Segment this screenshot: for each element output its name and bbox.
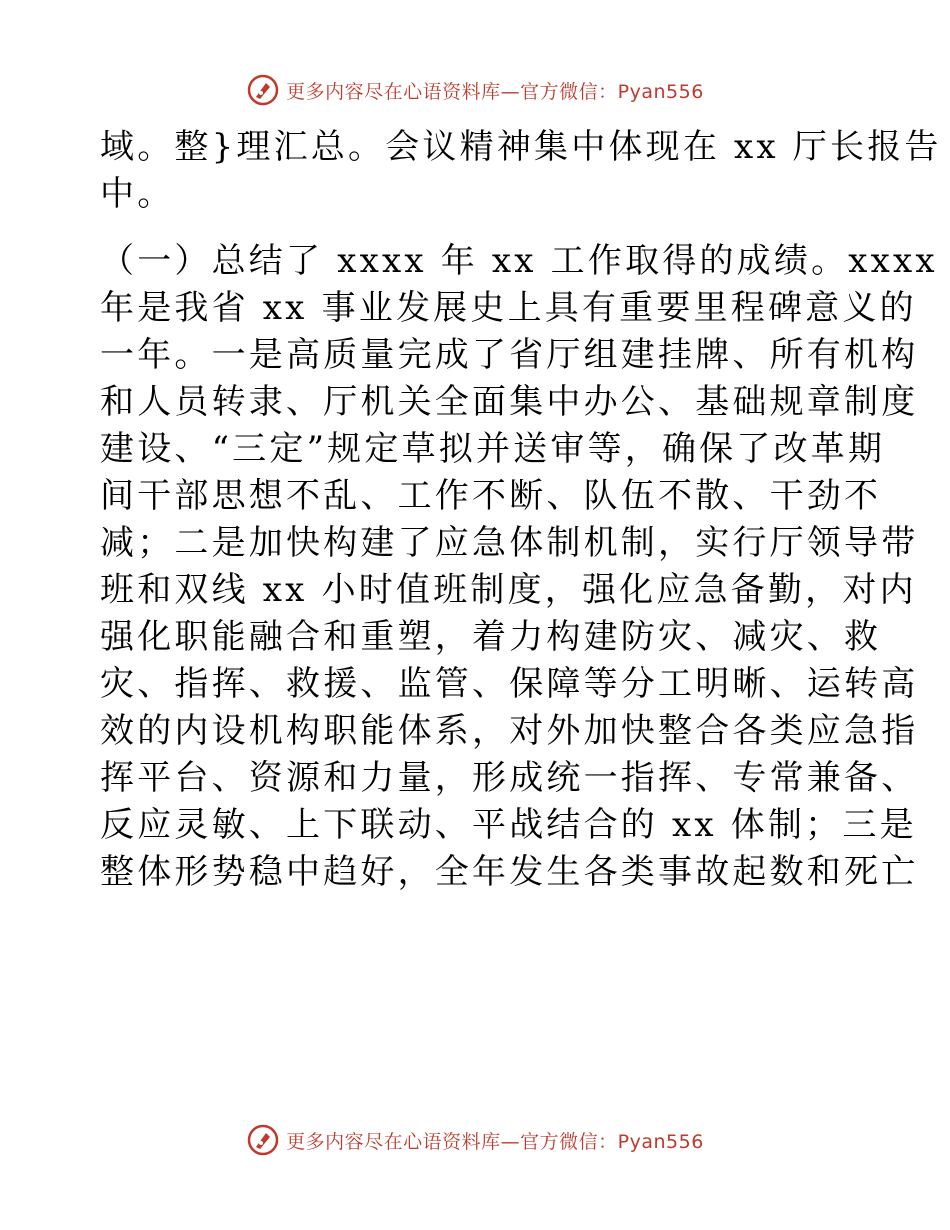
text-line: 间干部思想不乱、工作不断、队伍不散、干劲不 <box>100 476 882 516</box>
watermark-text: 更多内容尽在心语资料库—官方微信：Pyan556 <box>286 1130 704 1153</box>
text-line: 和人员转隶、厅机关全面集中办公、基础规章制度 <box>100 382 919 422</box>
text-line: 建设、“三定”规定草拟并送审等，确保了改革期 <box>100 429 886 469</box>
footer-watermark <box>0 1120 950 1160</box>
text-line: 强化职能融合和重塑，着力构建防灾、减灾、救 <box>100 617 882 657</box>
text-line: 域。整}理汇总。会议精神集中体现在 xx 厅长报告 <box>100 127 942 167</box>
paragraph-1 <box>100 124 942 218</box>
document-body <box>100 124 942 896</box>
pen-nib-circle-icon <box>246 73 280 107</box>
header-watermark <box>0 70 950 110</box>
text-line: 挥平台、资源和力量，形成统一指挥、专常兼备、 <box>100 758 919 798</box>
text-line: 反应灵敏、上下联动、平战结合的 xx 体制；三是 <box>100 805 917 845</box>
pen-nib-circle-icon <box>246 1123 280 1157</box>
paragraph-2 <box>100 238 938 896</box>
text-line: 年是我省 xx 事业发展史上具有重要里程碑意义的 <box>100 288 917 328</box>
text-line: 减；二是加快构建了应急体制机制，实行厅领导带 <box>100 523 919 563</box>
text-line: 灾、指挥、救援、监管、保障等分工明晰、运转高 <box>100 664 919 704</box>
watermark-text: 更多内容尽在心语资料库—官方微信：Pyan556 <box>286 80 704 103</box>
text-line: 效的内设机构职能体系，对外加快整合各类应急指 <box>100 711 919 751</box>
text-line: 班和双线 xx 小时值班制度，强化应急备勤，对内 <box>100 570 917 610</box>
text-line: 一年。一是高质量完成了省厅组建挂牌、所有机构 <box>100 335 919 375</box>
paragraph-gap <box>100 218 850 238</box>
text-line: 中。 <box>100 174 175 214</box>
text-line: （一）总结了 xxxx 年 xx 工作取得的成绩。xxxx <box>100 241 938 281</box>
text-line: 整体形势稳中趋好，全年发生各类事故起数和死亡 <box>100 852 919 892</box>
